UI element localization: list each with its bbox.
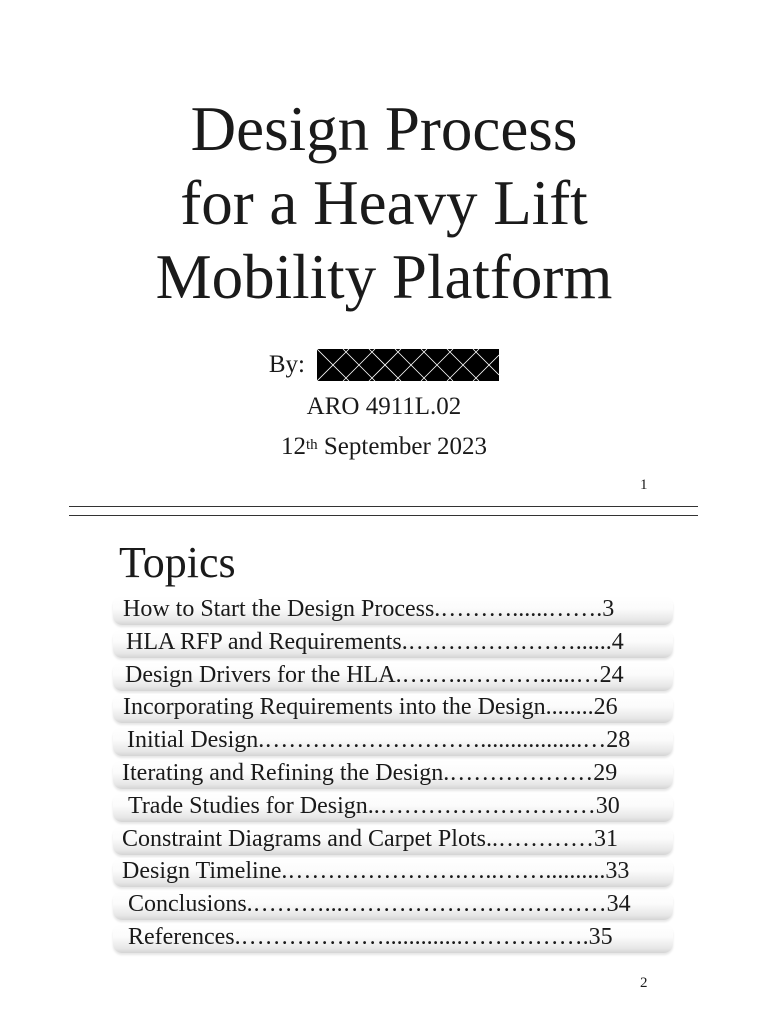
presentation-date <box>0 430 768 464</box>
toc-item <box>113 596 673 625</box>
toc-entry-text: Design Drivers for the HLA.….…..………......…24 <box>125 661 624 688</box>
title-line-2: for a Heavy Lift <box>180 168 588 238</box>
course-code: ARO 4911L.02 <box>306 393 462 420</box>
toc-item <box>113 760 673 789</box>
toc-item <box>113 694 673 723</box>
topics-heading: Topics <box>119 538 236 587</box>
toc-entry-text: Initial Design.……………………….................…28 <box>127 727 631 754</box>
toc-entry-text: Incorporating Requirements into the Design........26 <box>123 694 618 721</box>
redacted-author-name <box>317 349 499 381</box>
date-day: 12 <box>280 433 306 460</box>
toc-entry-text: Design Timeline.………………….…..……..........33 <box>122 858 630 885</box>
toc-entry-text: Iterating and Refining the Design.………………29 <box>122 759 618 786</box>
toc-item <box>113 826 673 855</box>
toc-entry-text: How to Start the Design Process.………......…….3 <box>123 596 615 622</box>
title-line-1: Design Process <box>190 94 578 164</box>
slide-divider-top <box>69 506 698 507</box>
toc-item <box>113 662 673 691</box>
toc-entry-text: Trade Studies for Design..………………………30 <box>128 792 620 819</box>
toc-item <box>113 891 673 920</box>
date-suffix: th <box>305 437 318 453</box>
date-month-year: September 2023 <box>317 433 488 460</box>
toc-item <box>113 629 673 658</box>
title-slide <box>0 0 768 505</box>
toc-entry-text: HLA RFP and Requirements.…………………......4 <box>126 628 624 655</box>
document-title <box>0 92 768 314</box>
title-line-3: Mobility Platform <box>155 242 613 312</box>
topics-slide <box>0 515 768 1024</box>
toc-entry-text: Constraint Diagrams and Carpet Plots..…………31 <box>122 825 618 852</box>
page-number-2: 2 <box>640 975 648 991</box>
redaction-crosshatch-icon <box>317 349 499 381</box>
toc-item <box>113 793 673 822</box>
toc-entry-text: Conclusions.………...……………………………34 <box>128 891 631 918</box>
toc-item <box>113 924 673 953</box>
author-row <box>0 347 768 382</box>
table-of-contents <box>113 596 673 957</box>
toc-item <box>113 858 673 887</box>
page-number-1: 1 <box>640 477 648 493</box>
toc-item <box>113 727 673 756</box>
by-label: By: <box>268 351 305 379</box>
toc-entry-text: References.……………….............…………….35 <box>128 923 613 950</box>
